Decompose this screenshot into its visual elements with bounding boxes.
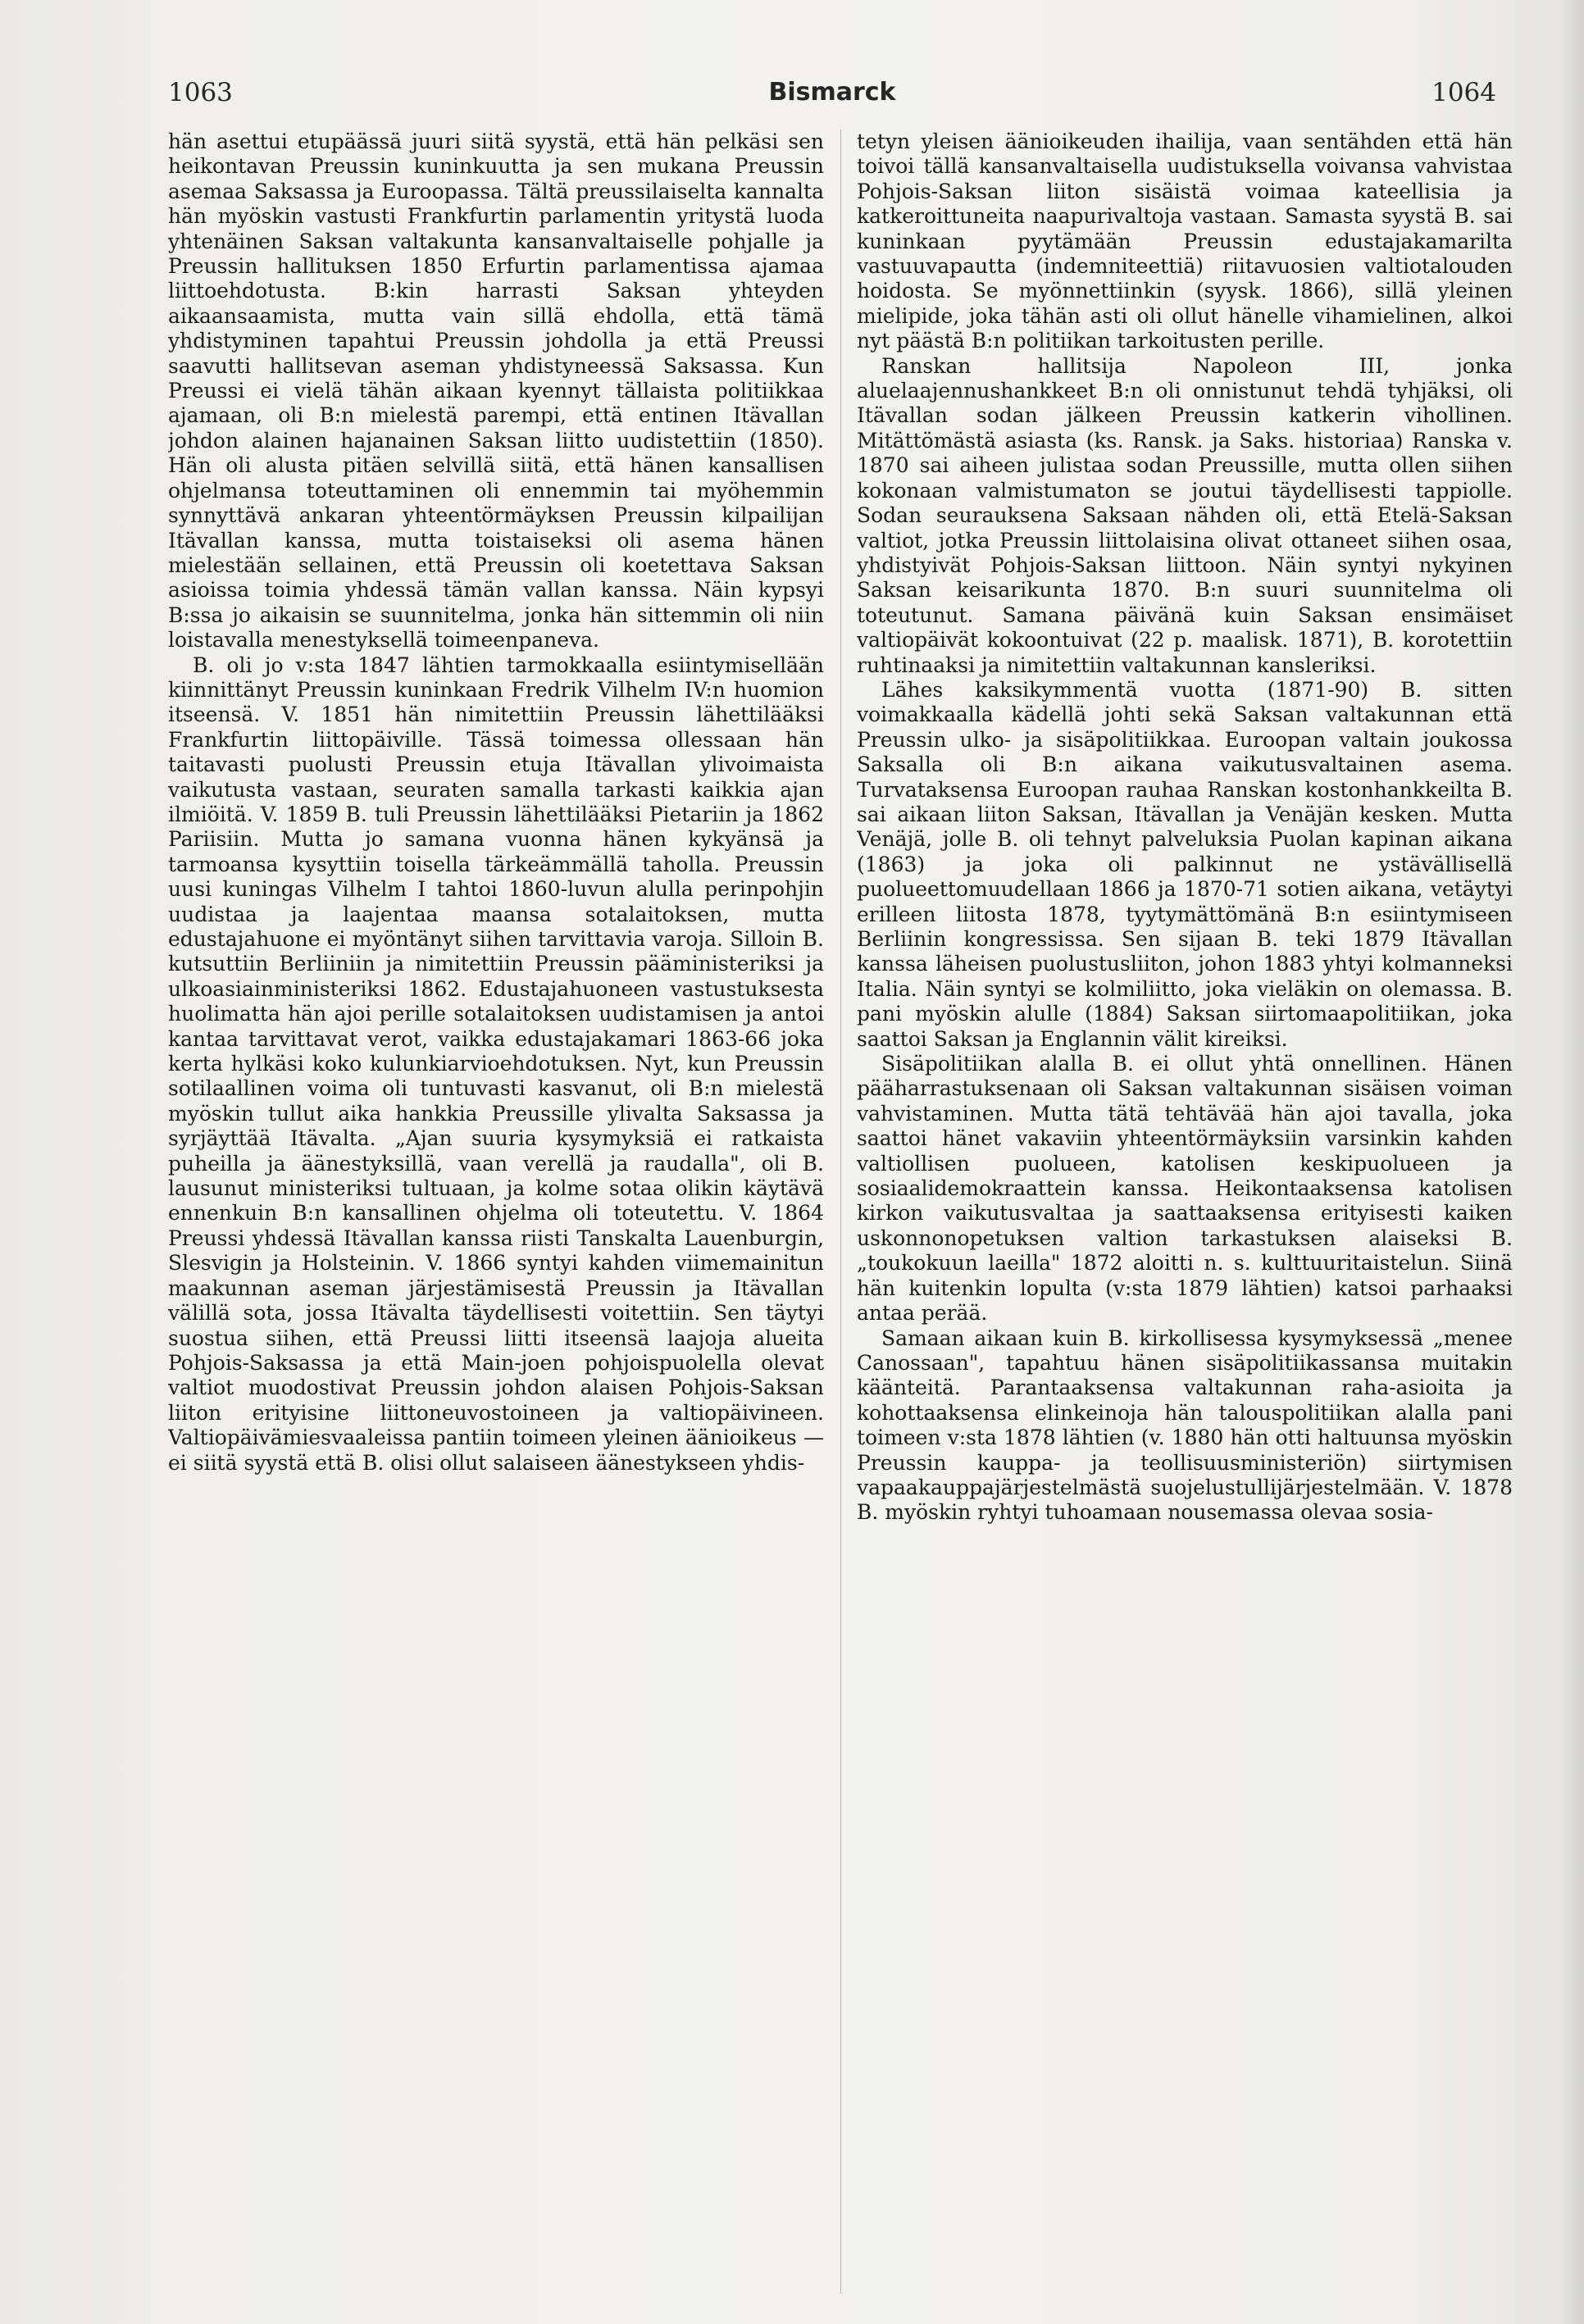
page-edge-shadow <box>1561 0 1584 2324</box>
left-column <box>168 130 824 2294</box>
paragraph: tetyn yleisen äänioikeuden ihailija, vaan sentähden että hän toivoi tällä kansanvaltaisella uudistuksella voivansa vahvistaa Pohjois-Saksan liiton sisäistä voimaa kateellisia ja katkeroittuneita naapurivaltoja vastaan. Samasta syystä B. sai kuninkaan pyytämään Preussin edustajakamarilta vastuuvapautta (indemniteettiä) riitavuosien valtiotalouden hoidosta. Se myönnettiinkin (syysk. 1866), sillä yleinen mielipide, joka tähän asti oli ollut hänelle vihamielinen, alkoi nyt päästä B:n politiikan tarkoitusten perille. <box>857 130 1513 353</box>
page-header <box>168 75 1496 113</box>
page-number-right: 1064 <box>1432 78 1496 107</box>
paragraph: Sisäpolitiikan alalla B. ei ollut yhtä onnellinen. Hänen pääharrastuksenaan oli Saksan valtakunnan sisäisen voiman vahvistaminen. Mutta tätä tehtävää hän ajoi tavalla, joka saattoi hänet vakaviin yhteentörmäyksiin varsinkin kahden valtiollisen puolueen, katolisen keskipuolueen ja sosiaalidemokraattein kanssa. Heikontaaksensa katolisen kirkon vaikutusvaltaa ja saattaaksensa erityisesti kaiken uskonnonopetuksen valtion tarkastuksen alaiseksi B. „toukokuun laeilla" 1872 aloitti n. s. kulttuuritaistelun. Siinä hän kuitenkin lopulta (v:sta 1879 lähtien) katsoi parhaaksi antaa perää. <box>857 1052 1513 1326</box>
column-divider <box>840 130 841 2294</box>
paragraph: B. oli jo v:sta 1847 lähtien tarmokkaalla esiintymisellään kiinnittänyt Preussin kuninkaan Fredrik Vilhelm IV:n huomion itseensä. V. 1851 hän nimitettiin Preussin lähettilääksi Frankfurtin liittopäiville. Tässä toimessa ollessaan hän taitavasti puolusti Preussin etuja Itävallan ylivoimaista vaikutusta vastaan, seuraten samalla tarkasti kaikkia ajan ilmiöitä. V. 1859 B. tuli Preussin lähettilääksi Pietariin ja 1862 Pariisiin. Mutta jo samana vuonna hänen kykyänsä ja tarmoansa kysyttiin toisella tärkeämmällä taholla. Preussin uusi kuningas Vilhelm I tahtoi 1860-luvun alulla perinpohjin uudistaa ja laajentaa maansa sotalaitoksen, mutta edustajahuone ei myöntänyt siihen tarvittavia varoja. Silloin B. kutsuttiin Berliiniin ja nimitettiin Preussin pääministeriksi ja ulkoasiainministeriksi 1862. Edustajahuoneen vastustuksesta huolimatta hän ajoi perille sotalaitoksen uudistamisen ja antoi kantaa tarvittavat verot, vaikka edustajakamari 1863-66 joka kerta hylkäsi koko kulunkiarvioehdotuksen. Nyt, kun Preussin sotilaallinen voima oli tuntuvasti kasvanut, oli B:n mielestä myöskin tullut aika hankkia Preussille ylivalta Saksassa ja syrjäyttää Itävalta. „Ajan suuria kysymyksiä ei ratkaista puheilla ja äänestyksillä, vaan verellä ja raudalla", oli B. lausunut ministeriksi tultuaan, ja kolme sotaa olikin käytävä ennenkuin B:n kansallinen ohjelma oli toteutettu. V. 1864 Preussi yhdessä Itävallan kanssa riisti Tanskalta Lauenburgin, Slesvigin ja Holsteinin. V. 1866 syntyi kahden viimemainitun maakunnan aseman järjestämisestä Preussin ja Itävallan välillä sota, jossa Itävalta täydellisesti voitettiin. Sen täytyi suostua siihen, että Preussi liitti itseensä laajoja alueita Pohjois-Saksassa ja että Main-joen pohjoispuolella olevat valtiot muodostivat Preussin johdon alaisen Pohjois-Saksan liiton erityisine liittoneuvostoineen ja valtiopäivineen. Valtiopäivämiesvaaleissa pantiin toimeen yleinen äänioikeus — ei siitä syystä että B. olisi ollut salaiseen äänestykseen yhdis- <box>168 653 824 1475</box>
paragraph: Ranskan hallitsija Napoleon III, jonka aluelaajennushankkeet B:n oli onnistunut tehdä tyhjäksi, oli Itävallan sodan jälkeen Preussin katkerin vihollinen. Mitättömästä asiasta (ks. Ransk. ja Saks. historiaa) Ranska v. 1870 sai aiheen julistaa sodan Preussille, mutta ollen siihen kokonaan valmistumaton se joutui täydellisesti tappiolle. Sodan seurauksena Saksaan nähden oli, että Etelä-Saksan valtiot, jotka Preussin liittolaisina olivat ottaneet siihen osaa, yhdistyivät Pohjois-Saksan liittoon. Näin syntyi nykyinen Saksan keisarikunta 1870. B:n suuri suunnitelma oli toteutunut. Samana päivänä kuin Saksan ensimäiset valtiopäivät kokoontuivat (22 p. maalisk. 1871), B. korotettiin ruhtinaaksi ja nimitettiin valtakunnan kansleriksi. <box>857 353 1513 677</box>
running-head: Bismarck <box>768 78 896 107</box>
paragraph: Lähes kaksikymmentä vuotta (1871-90) B. sitten voimakkaalla kädellä johti sekä Saksan valtakunnan että Preussin ulko- ja sisäpolitiikkaa. Euroopan valtain joukossa Saksalla oli B:n aikana vaikutusvaltainen asema. Turvataksensa Euroopan rauhaa Ranskan kostonhankkeilta B. sai aikaan liiton Saksan, Itävallan ja Venäjän kesken. Mutta Venäjä, jolle B. oli tehnyt palveluksia Puolan kapinan aikana (1863) ja joka oli palkinnut ne ystävällisellä puolueettomuudellaan 1866 ja 1870-71 sotien aikana, vetäytyi erilleen liitosta 1878, tyytymättömänä B:n esiintymiseen Berliinin kongressissa. Sen sijaan B. teki 1879 Itävallan kanssa läheisen puolustusliiton, johon 1883 yhtyi kolmanneksi Italia. Näin syntyi se kolmiliitto, joka vieläkin on olemassa. B. pani myöskin alulle (1884) Saksan siirtomaapolitiikan, joka saattoi Saksan ja Englannin välit kireiksi. <box>857 677 1513 1051</box>
page-number-left: 1063 <box>168 78 233 107</box>
right-column <box>857 130 1513 2294</box>
paragraph: Samaan aikaan kuin B. kirkollisessa kysymyksessä „menee Canossaan", tapahtuu hänen sisäpolitiikassansa muitakin käänteitä. Parantaaksensa valtakunnan raha-asioita ja kohottaaksensa elinkeinoja hän talouspolitiikan alalla pani toimeen v:sta 1878 lähtien (v. 1880 hän otti haltuunsa myöskin Preussin kauppa- ja teollisuusministeriön) siirtymisen vapaakauppajärjestelmästä suojelustullijärjestelmään. V. 1878 B. myöskin ryhtyi tuhoamaan nousemassa olevaa sosia- <box>857 1326 1513 1525</box>
paragraph: hän asettui etupäässä juuri siitä syystä, että hän pelkäsi sen heikontavan Preussin kuninkuutta ja sen mukana Preussin asemaa Saksassa ja Euroopassa. Tältä preussilaiselta kannalta hän myöskin vastusti Frankfurtin parlamentin yritystä luoda yhtenäinen Saksan valtakunta kansanvaltaiselle pohjalle ja Preussin hallituksen 1850 Erfurtin parlamentissa ajamaa liittoehdotusta. B:kin harrasti Saksan yhteyden aikaansaamista, mutta vain sillä ehdolla, että tämä yhdistyminen tapahtui Preussin johdolla ja että Preussi saavutti hallitsevan aseman yhdistyneessä Saksassa. Kun Preussi ei vielä tähän aikaan kyennyt tällaista politiikkaa ajamaan, oli B:n mielestä parempi, että entinen Itävallan johdon alainen hajanainen Saksan liitto uudistettiin (1850). Hän oli alusta pitäen selvillä siitä, että hänen kansallisen ohjelmansa toteuttaminen oli ennemmin tai myöhemmin synnyttävä ankaran yhteentörmäyksen Preussin kilpailijan Itävallan kanssa, mutta toistaiseksi oli asema hänen mielestään sellainen, että Preussin oli koetettava Saksan asioissa toimia yhdessä tämän vallan kanssa. Näin kypsyi B:ssa jo aikaisin se suunnitelma, jonka hän sittemmin oli niin loistavalla menestyksellä toimeenpaneva. <box>168 130 824 653</box>
